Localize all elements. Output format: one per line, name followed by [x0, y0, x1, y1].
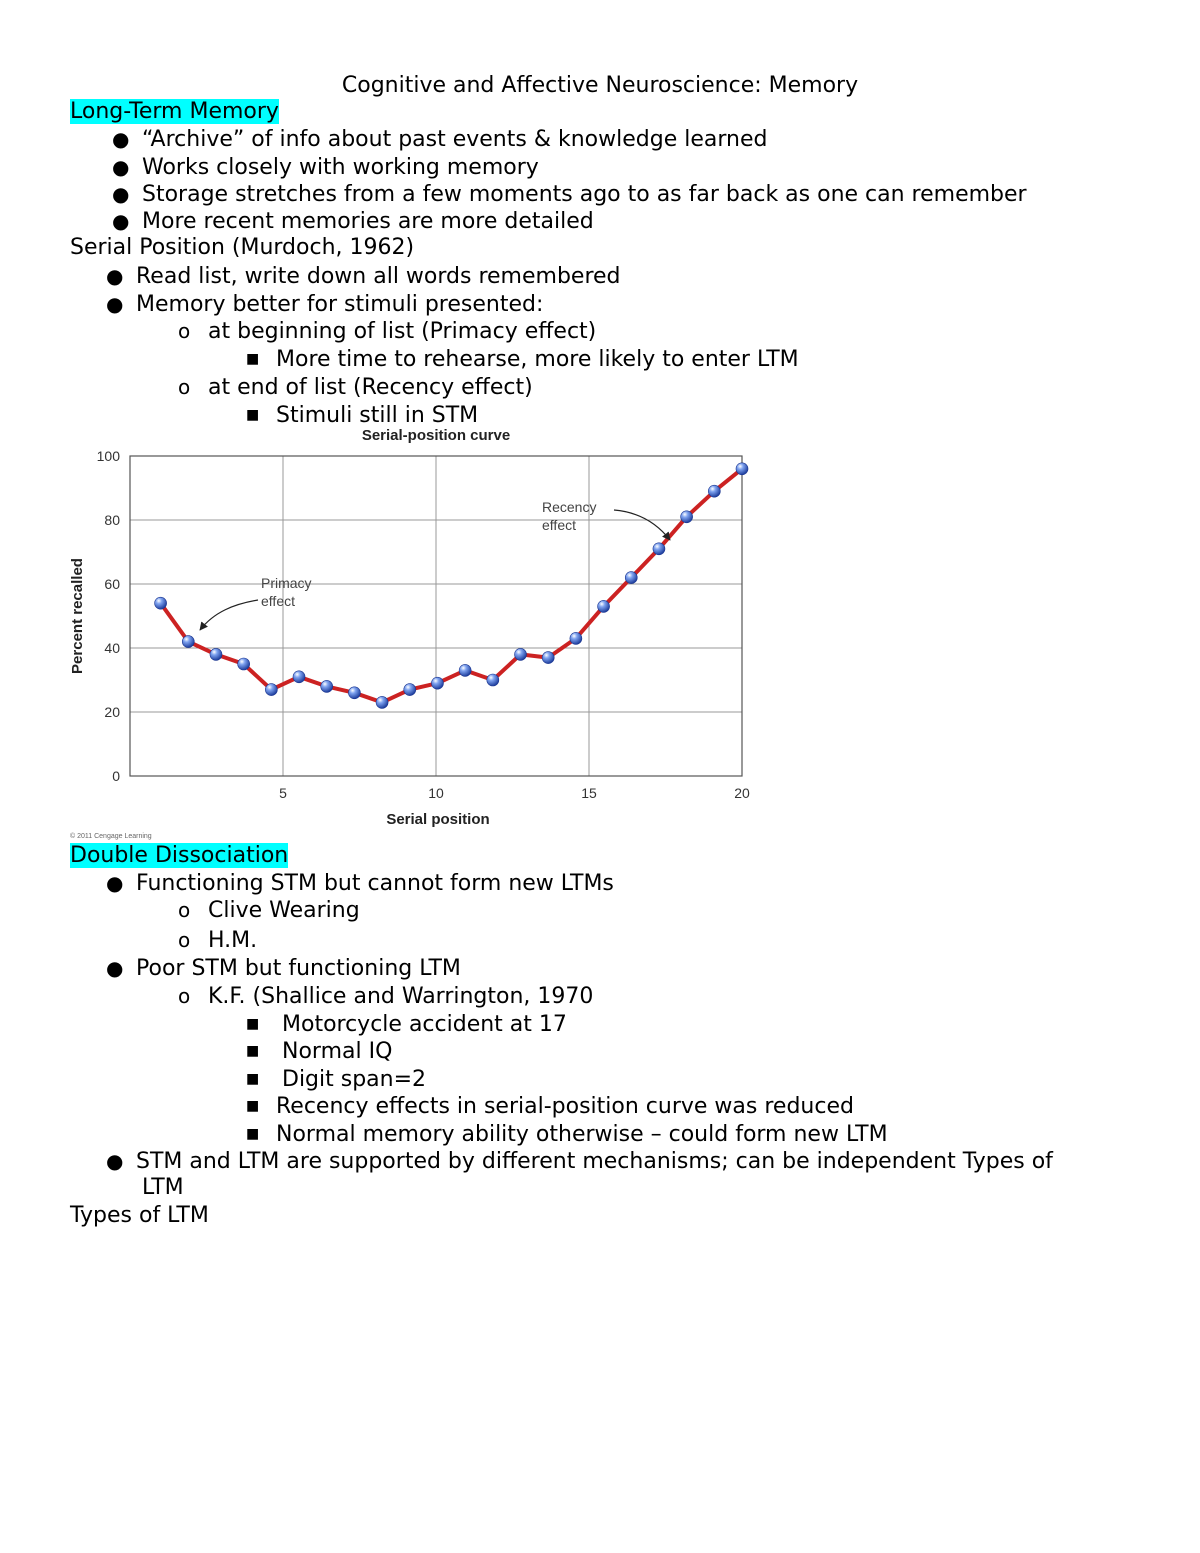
page-title: Cognitive and Affective Neuroscience: Memory	[341, 73, 859, 98]
data-point	[598, 600, 610, 612]
chart-credit: © 2011 Cengage Learning	[70, 833, 152, 840]
kf-sub-text: Motorcycle accident at 17	[282, 1012, 567, 1037]
primacy-arrow-icon	[200, 600, 258, 630]
serial-bullet-text: Memory better for stimuli presented:	[136, 292, 544, 317]
data-point	[625, 572, 637, 584]
bullet-circle-icon: o	[178, 984, 191, 1008]
serial-bullet-1	[106, 262, 621, 291]
x-tick-label: 10	[428, 785, 444, 801]
bullet-square-icon: ■	[246, 407, 260, 423]
x-tick-labels	[279, 785, 750, 801]
recency-arrow-icon	[614, 510, 670, 540]
bullet-square-icon: ■	[246, 351, 260, 367]
data-point	[155, 597, 167, 609]
bullet-square-icon: ■	[246, 1126, 260, 1142]
bullet-square-icon: ■	[246, 1043, 260, 1059]
bullet-dot-icon: ●	[106, 292, 124, 316]
kf-sub-text: Normal memory ability otherwise – could form new LTM	[276, 1122, 888, 1147]
primacy-annotation-line1: Primacy	[261, 575, 312, 591]
primacy-annotation	[200, 575, 312, 630]
dd-bullet-1	[106, 869, 614, 898]
y-tick-label: 80	[104, 512, 120, 528]
data-point	[376, 696, 388, 708]
recency-annotation-line2: effect	[542, 517, 576, 533]
bullet-square-icon: ■	[246, 1071, 260, 1087]
y-tick-label: 60	[104, 576, 120, 592]
ltm-bullet-2	[112, 153, 539, 182]
data-points	[155, 463, 748, 709]
ltm-bullet-3	[112, 180, 1027, 209]
bullet-dot-icon: ●	[112, 182, 130, 206]
recency-item	[178, 373, 533, 402]
kf-sub-4	[246, 1092, 854, 1121]
dd-sub-text: Clive Wearing	[208, 898, 360, 923]
dd-bullet-text: Functioning STM but cannot form new LTMs	[136, 871, 614, 896]
kf-sub-2	[246, 1037, 392, 1066]
kf-sub-text: Digit span=2	[282, 1067, 427, 1092]
data-point	[653, 543, 665, 555]
recency-annotation-line1: Recency	[542, 499, 597, 515]
bullet-square-icon: ■	[246, 1016, 260, 1032]
serial-heading: Serial Position (Murdoch, 1962)	[70, 235, 415, 260]
data-point	[708, 485, 720, 497]
y-tick-labels	[97, 448, 121, 784]
kf-item	[178, 982, 593, 1011]
bullet-square-icon: ■	[246, 1098, 260, 1114]
ltm-bullet-text: Storage stretches from a few moments ago to as far back as one can remember	[142, 182, 1027, 207]
bullet-circle-icon: o	[178, 898, 191, 922]
primacy-item	[178, 317, 596, 346]
dd-bullet-3-continued: LTM	[142, 1175, 184, 1200]
y-axis-label: Percent recalled	[69, 558, 86, 674]
recency-sub-text: Stimuli still in STM	[276, 403, 479, 428]
x-tick-label: 15	[581, 785, 597, 801]
kf-sub-text: Recency effects in serial-position curve was reduced	[276, 1094, 854, 1119]
bullet-circle-icon: o	[178, 375, 191, 399]
dd-bullet-3	[106, 1147, 1053, 1176]
kf-sub-5	[246, 1120, 888, 1149]
data-point	[404, 684, 416, 696]
data-point	[348, 687, 360, 699]
x-tick-label: 20	[734, 785, 750, 801]
ltm-bullet-text: More recent memories are more detailed	[142, 209, 594, 234]
dd-bullet-text: Poor STM but functioning LTM	[136, 956, 461, 981]
y-tick-label: 40	[104, 640, 120, 656]
bullet-dot-icon: ●	[106, 956, 124, 980]
bullet-dot-icon: ●	[106, 871, 124, 895]
primacy-item-text: at beginning of list (Primacy effect)	[208, 319, 597, 344]
data-point	[459, 664, 471, 676]
bullet-dot-icon: ●	[112, 155, 130, 179]
y-tick-label: 0	[112, 768, 120, 784]
ltm-heading	[70, 98, 279, 126]
data-point	[321, 680, 333, 692]
data-point	[265, 684, 277, 696]
serial-position-chart	[66, 424, 766, 842]
types-heading: Types of LTM	[70, 1203, 209, 1228]
data-point	[681, 511, 693, 523]
data-point	[182, 636, 194, 648]
primacy-sub-text: More time to rehearse, more likely to enter LTM	[276, 347, 799, 372]
primacy-annotation-line2: effect	[261, 593, 295, 609]
data-point	[210, 648, 222, 660]
recency-item-text: at end of list (Recency effect)	[208, 375, 533, 400]
dd-sub-hm	[178, 926, 257, 955]
x-tick-label: 5	[279, 785, 287, 801]
bullet-circle-icon: o	[178, 928, 191, 952]
dd-bullet-text: STM and LTM are supported by different mechanisms; can be independent Types of	[136, 1149, 1053, 1174]
data-point	[736, 463, 748, 475]
x-axis-label: Serial position	[386, 811, 490, 828]
y-tick-label: 100	[96, 448, 120, 464]
primacy-sub	[246, 345, 799, 374]
kf-sub-3	[246, 1065, 426, 1094]
ltm-bullet-4	[112, 207, 594, 236]
kf-sub-text: Normal IQ	[282, 1039, 393, 1064]
data-point	[487, 674, 499, 686]
data-point	[293, 671, 305, 683]
serial-bullet-2	[106, 290, 543, 319]
kf-sub-1	[246, 1010, 567, 1039]
data-point	[238, 658, 250, 670]
dd-sub-text: H.M.	[208, 928, 258, 953]
bullet-dot-icon: ●	[112, 209, 130, 233]
data-point	[570, 632, 582, 644]
kf-item-text: K.F. (Shallice and Warrington, 1970	[208, 984, 594, 1009]
dd-heading	[70, 842, 288, 870]
ltm-bullet-text: Works closely with working memory	[142, 155, 539, 180]
ltm-bullet-1	[112, 125, 767, 154]
dd-bullet-2	[106, 954, 461, 983]
data-point	[515, 648, 527, 660]
serial-bullet-text: Read list, write down all words remembered	[136, 264, 621, 289]
bullet-dot-icon: ●	[106, 1149, 124, 1173]
dd-sub-clive	[178, 896, 360, 925]
ltm-bullet-text: “Archive” of info about past events & knowledge learned	[142, 127, 768, 152]
data-point	[431, 677, 443, 689]
bullet-dot-icon: ●	[112, 127, 130, 151]
data-point	[542, 652, 554, 664]
chart-grid	[130, 456, 742, 776]
y-tick-label: 20	[104, 704, 120, 720]
bullet-dot-icon: ●	[106, 264, 124, 288]
ltm-heading-text: Long-Term Memory	[70, 99, 279, 124]
dd-heading-text: Double Dissociation	[70, 843, 289, 868]
bullet-circle-icon: o	[178, 319, 191, 343]
chart-title: Serial-position curve	[361, 427, 511, 444]
